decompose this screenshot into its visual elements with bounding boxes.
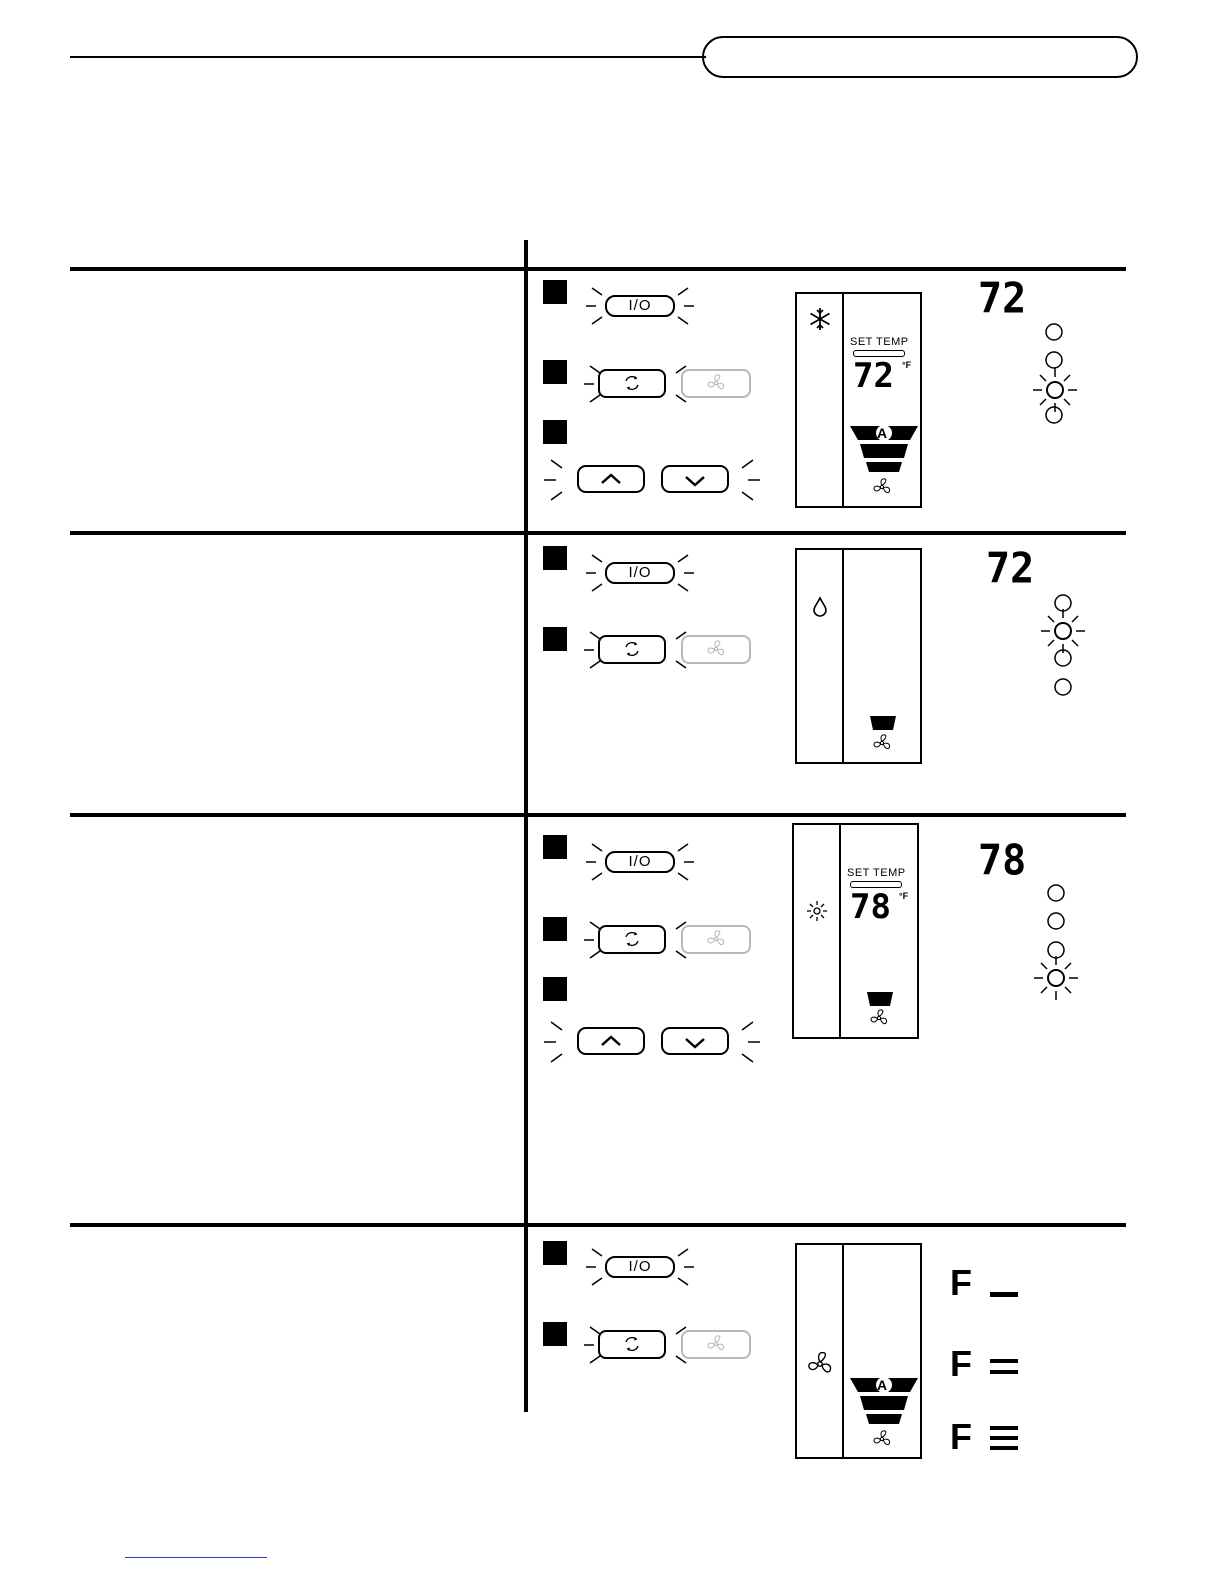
fan-speed-letter: F — [950, 1262, 972, 1303]
step-2-marker — [543, 627, 567, 651]
fan-speed-letter: F — [950, 1416, 972, 1457]
lcd-temperature: 78 — [850, 887, 891, 927]
footer-link[interactable] — [125, 1557, 267, 1558]
mode-button[interactable] — [574, 362, 754, 406]
mode-button[interactable] — [574, 1323, 754, 1367]
temp-buttons — [544, 1018, 760, 1066]
cool-lcd — [795, 292, 922, 508]
degree-unit: °F — [902, 360, 912, 370]
set-temp-label: SET TEMP — [850, 336, 909, 348]
step-2-marker — [543, 917, 567, 941]
chevron-down-icon — [684, 474, 706, 488]
two-bars-icon — [990, 1356, 1018, 1378]
dry-lcd — [795, 548, 922, 764]
power-button-label: I/O — [628, 297, 652, 314]
fan-icon — [872, 477, 892, 497]
row-rule-fan — [70, 1223, 1126, 1227]
lcd-temperature: 72 — [853, 356, 894, 396]
row-rule-cool — [70, 267, 1126, 271]
sun-icon — [806, 900, 828, 922]
fan-icon — [872, 1429, 892, 1449]
power-button-label: I/O — [628, 564, 652, 581]
power-button-label: I/O — [628, 853, 652, 870]
dry-panel-temp: 72 — [986, 544, 1035, 594]
temp-buttons — [544, 456, 760, 504]
auto-badge: A — [877, 1377, 888, 1393]
fan-lcd — [795, 1243, 922, 1459]
fan-speed-low-bar — [867, 992, 893, 1006]
fan-mode-icon — [806, 1350, 834, 1378]
droplet-icon — [813, 597, 827, 617]
auto-badge: A — [877, 425, 888, 441]
heat-panel-temp: 78 — [978, 836, 1027, 886]
mode-button[interactable] — [574, 628, 754, 672]
step-3-marker — [543, 420, 567, 444]
degree-unit: °F — [899, 891, 909, 901]
step-1-marker — [543, 835, 567, 859]
power-button-label: I/O — [628, 1258, 652, 1275]
chevron-down-icon — [684, 1036, 706, 1050]
heat-lcd — [792, 823, 919, 1039]
power-button[interactable] — [574, 284, 706, 328]
cool-panel-temp: 72 — [978, 274, 1027, 324]
fan-speed-letter: F — [950, 1343, 972, 1384]
step-2-marker — [543, 1322, 567, 1346]
snowflake-icon — [807, 306, 833, 332]
set-temp-label: SET TEMP — [847, 867, 906, 879]
one-bar-icon — [990, 1290, 1018, 1300]
fan-icon — [872, 733, 892, 753]
fan-icon — [869, 1008, 889, 1028]
step-1-marker — [543, 1241, 567, 1265]
step-1-marker — [543, 280, 567, 304]
mode-button[interactable] — [574, 918, 754, 962]
three-bars-icon — [990, 1424, 1018, 1452]
power-button[interactable] — [574, 551, 706, 595]
header-rule — [70, 56, 706, 58]
chevron-up-icon — [600, 1034, 622, 1048]
step-3-marker — [543, 977, 567, 1001]
step-1-marker — [543, 546, 567, 570]
chevron-up-icon — [600, 472, 622, 486]
power-button[interactable] — [574, 840, 706, 884]
power-button[interactable] — [574, 1245, 706, 1289]
section-title-box — [702, 36, 1138, 78]
column-divider — [524, 240, 528, 1412]
row-rule-dry — [70, 531, 1126, 535]
step-2-marker — [543, 360, 567, 384]
indicator-lit-icon — [1026, 948, 1086, 1008]
row-rule-heat — [70, 813, 1126, 817]
fan-speed-low-bar — [870, 716, 896, 730]
